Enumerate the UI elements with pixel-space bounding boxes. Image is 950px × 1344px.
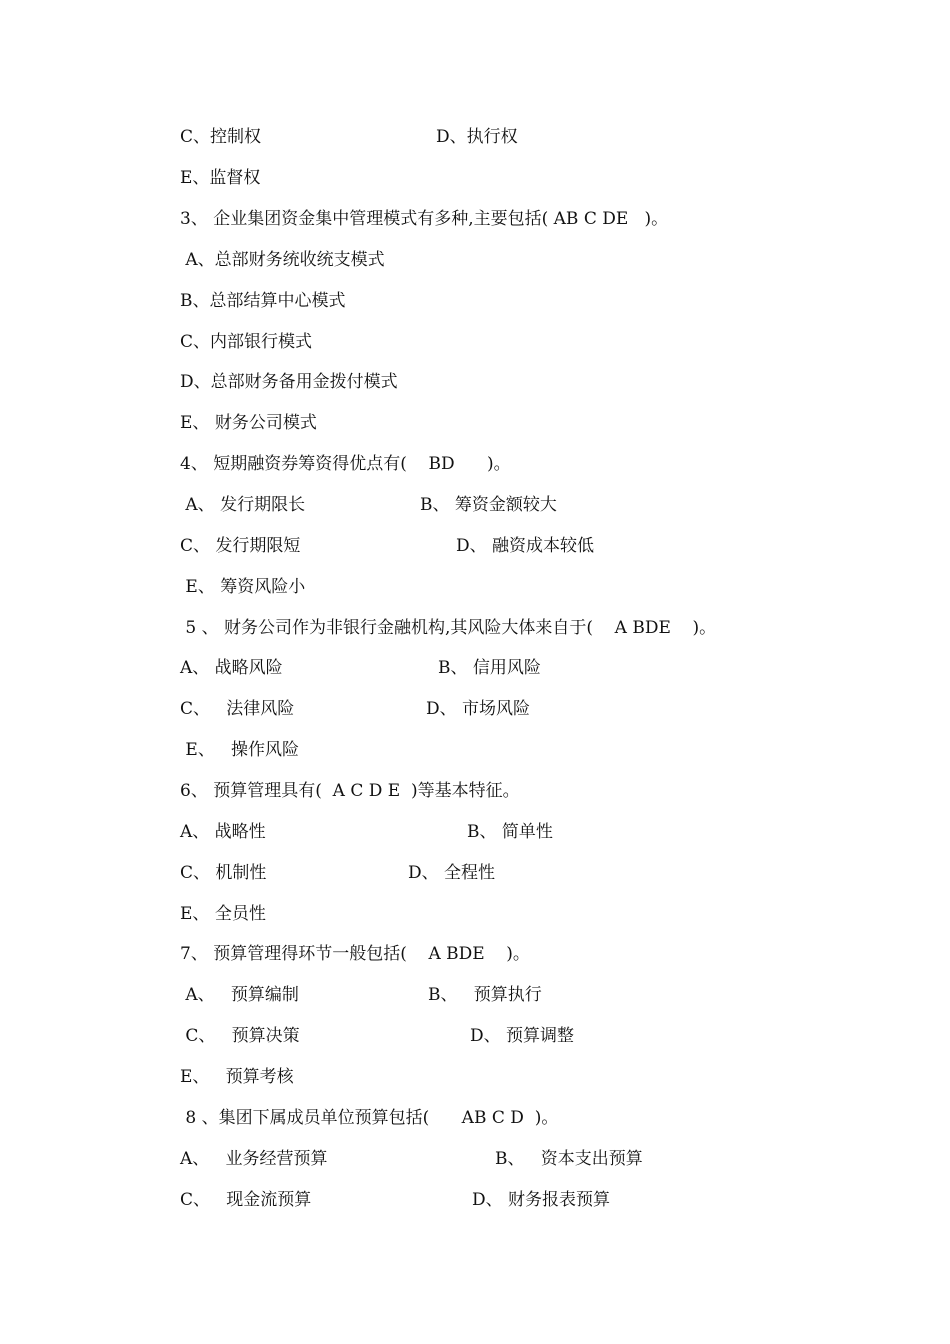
option-c: C、 发行期限短 [180, 536, 301, 556]
option-c: C、 预算决策 [180, 1026, 300, 1046]
option-line [0, 574, 306, 600]
question-6 [0, 778, 520, 804]
option-c: C、 法律风险 [180, 699, 295, 719]
option-line [0, 533, 595, 559]
option-a: A、 业务经营预算 [180, 1149, 328, 1169]
option-d: D、 预算调整 [470, 1026, 575, 1046]
question-3 [0, 206, 669, 232]
option-c: C、内部银行模式 [180, 332, 313, 352]
option-e: E、 财务公司模式 [180, 413, 317, 433]
question-text: 5 、 财务公司作为非银行金融机构,其风险大体来自于( A BDE )。 [180, 618, 717, 638]
option-line [0, 410, 317, 436]
option-e: E、 全员性 [180, 904, 266, 924]
option-e: E、 预算考核 [180, 1067, 294, 1087]
option-b: B、 简单性 [467, 822, 553, 842]
option-line [0, 860, 496, 886]
option-a: A、总部财务统收统支模式 [180, 250, 385, 270]
option-line [0, 288, 346, 314]
option-b: B、 筹资金额较大 [420, 495, 557, 515]
option-line [0, 696, 531, 722]
option-a: A、 预算编制 [180, 985, 299, 1005]
option-d: D、 市场风险 [426, 699, 531, 719]
option-d: D、 融资成本较低 [456, 536, 595, 556]
question-text: 7、 预算管理得环节一般包括( A BDE )。 [180, 944, 530, 964]
option-a: A、 发行期限长 [180, 495, 306, 515]
option-line [0, 492, 557, 518]
option-line [0, 819, 553, 845]
question-4 [0, 451, 511, 477]
option-d: D、 全程性 [408, 863, 496, 883]
option-line [0, 124, 518, 150]
question-text: 6、 预算管理具有( A C D E )等基本特征。 [180, 781, 520, 801]
option-e: E、 筹资风险小 [180, 577, 306, 597]
option-line [0, 737, 300, 763]
option-line [0, 369, 398, 395]
option-d: D、执行权 [436, 127, 518, 147]
option-line [0, 901, 266, 927]
question-5 [0, 615, 717, 641]
option-line [0, 982, 542, 1008]
option-d: D、 财务报表预算 [472, 1190, 611, 1210]
option-b: B、 预算执行 [428, 985, 542, 1005]
option-line [0, 1146, 643, 1172]
option-b: B、 资本支出预算 [495, 1149, 643, 1169]
option-line [0, 329, 313, 355]
option-line [0, 655, 541, 681]
question-8 [0, 1105, 559, 1131]
option-line [0, 247, 385, 273]
option-c: C、 现金流预算 [180, 1190, 312, 1210]
option-e: E、监督权 [180, 168, 261, 188]
option-a: A、 战略性 [180, 822, 266, 842]
option-d: D、总部财务备用金拨付模式 [180, 372, 398, 392]
option-c: C、 机制性 [180, 863, 267, 883]
question-text: 3、 企业集团资金集中管理模式有多种,主要包括( AB C DE )。 [180, 209, 669, 229]
option-line [0, 1064, 294, 1090]
option-a: A、 战略风险 [180, 658, 283, 678]
option-line [0, 165, 261, 191]
option-b: B、总部结算中心模式 [180, 291, 346, 311]
option-b: B、 信用风险 [438, 658, 541, 678]
option-line [0, 1187, 611, 1213]
question-text: 4、 短期融资券筹资得优点有( BD )。 [180, 454, 511, 474]
option-line [0, 1023, 575, 1049]
option-e: E、 操作风险 [180, 740, 300, 760]
option-c: C、控制权 [180, 127, 262, 147]
question-text: 8 、集团下属成员单位预算包括( AB C D )。 [180, 1108, 559, 1128]
question-7 [0, 941, 530, 967]
